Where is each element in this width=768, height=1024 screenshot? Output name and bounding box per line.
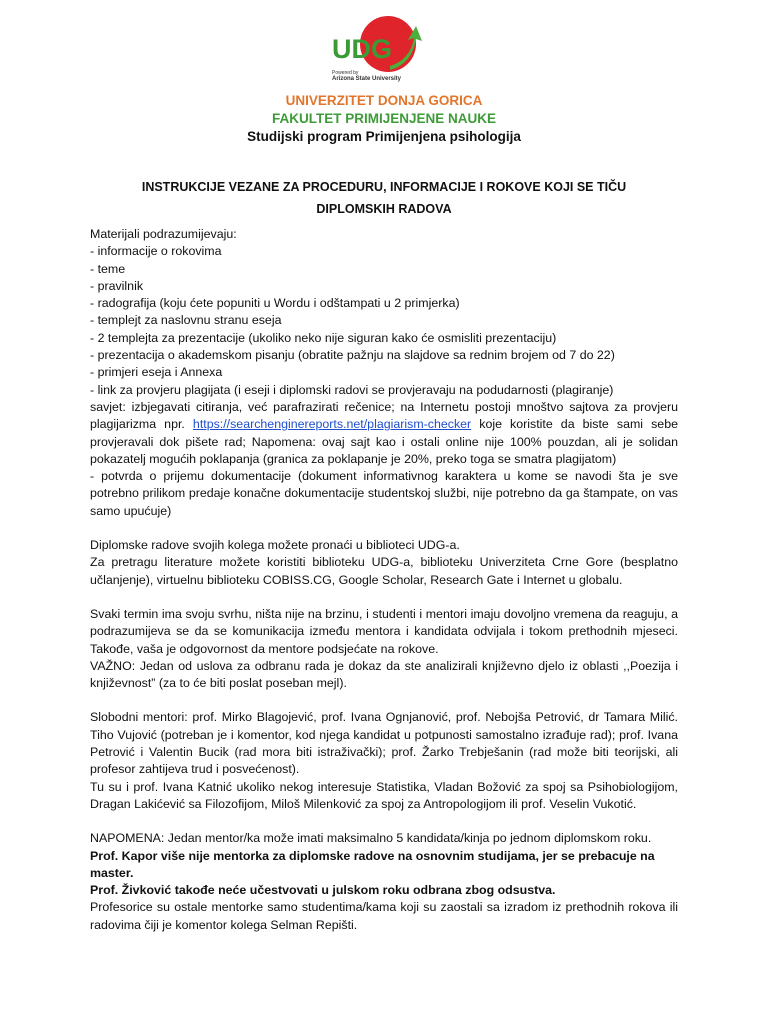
materials-item: - radografija (koju ćete popuniti u Wordu i odštampati u 2 primjerka) — [90, 296, 460, 311]
document-title: INSTRUKCIJE VEZANE ZA PROCEDURU, INFORMACIJE I ROKOVE KOJI SE TIČU DIPLOMSKIH RADOVA — [141, 180, 627, 216]
faculty-name: FAKULTET PRIMIJENJENE NAUKE — [271, 111, 497, 126]
advice-text-after: koje koristite da biste sami sebe provjeravali dok pišete rad; Napomena: ovaj sajt kao i ostali online nije 100% pouzdan, ali je solidan pokazatelj mogućih poklapanja (granica za poklapanje je 20%, preko toga se smatra plagijatom) — [90, 417, 678, 466]
logo-text: UDG — [332, 34, 392, 64]
document-header — [0, 92, 768, 146]
confirmation-item: - potvrda o prijemu dokumentacije (dokument informativnog karaktera u kome se navodi šta je sve potrebno prilikom predaje konačne dokumentacije studentskoj službi, nije potrebno da ga štampate, on vas samo upućuje) — [90, 469, 678, 518]
university-name: UNIVERZITET DONJA GORICA — [285, 93, 483, 108]
kapor-note: Prof. Kapor više nije mentorka za diplomske radove na osnovnim studijama, jer se prebacuje na master. — [90, 848, 655, 880]
materials-item: - prezentacija o akademskom pisanju (obratite pažnju na slajdove sa rednim brojem od 7 do 22) — [90, 348, 615, 363]
materials-item: - templejt za naslovnu stranu eseja — [90, 313, 282, 328]
plagiarism-advice — [90, 399, 678, 468]
materials-item: - 2 templejta za prezentacije (ukoliko neko nije siguran kako će osmisliti prezentaciju) — [90, 330, 557, 345]
materials-item: - teme — [90, 261, 126, 276]
program-name: Studijski program Primijenjena psihologija — [247, 129, 521, 144]
materials-item: - pravilnik — [90, 278, 144, 293]
zivkovic-note: Prof. Živković takođe neće učestvovati u julskom roku odbrana zbog odsustva. — [90, 883, 556, 898]
mentor-limit-note: NAPOMENA: Jedan mentor/ka može imati maksimalno 5 kandidata/kinja po jednom diplomskom roku. — [90, 831, 652, 846]
materials-item: - primjeri eseja i Annexa — [90, 365, 223, 380]
materials-item: - link za provjeru plagijata (i eseji i diplomski radovi se provjeravaju na podudarnosti (plagiranje) — [90, 382, 614, 397]
terms-paragraph: Svaki termin ima svoju svrhu, ništa nije na brzinu, i studenti i mentori imaju dovoljno vremena da reaguju, a podrazumijeva se da se komunikacija između mentora i kandidata odvijala i tokom prethodnih mjeseci. Takođe, vaša je odgovornost da mentore podsjećate na rokove. — [90, 606, 678, 656]
library-line-2: Za pretragu literature možete koristiti biblioteku UDG-a, biblioteku Univerziteta Crne Gore (besplatno učlanjenje), virtuelnu biblioteku COBISS.CG, Google Scholar, Research Gate i Internet u globalu. — [90, 555, 678, 587]
logo-partner: Arizona State University — [332, 76, 402, 82]
important-note: VAŽNO: Jedan od uslova za odbranu rada je dokaz da ste analizirali književno djelo iz oblasti ,,Poezija i književnost” (za to će biti poslat poseban mejl). — [90, 658, 678, 691]
free-mentors: Slobodni mentori: prof. Mirko Blagojević, prof. Ivana Ognjanović, prof. Nebojša Petrović, dr Tamara Milić. Tiho Vujović (potreban je i komentor, kod njega kandidat u potpunosti samostalno izrađuje rad); prof. Ivana Petrović i Valentin Bucik (rad mora biti istraživački); prof. Žarko Trebješanin (rad može biti teorijski, ali profesor zahtijeva trud i posvećenost). — [90, 710, 678, 777]
plagiarism-checker-link[interactable]: https://searchenginereports.net/plagiarism-checker — [192, 417, 472, 432]
library-line-1: Diplomske radove svojih kolega možete pronaći u biblioteci UDG-a. — [90, 538, 460, 553]
logo-subtitle — [332, 70, 428, 82]
additional-mentors: Tu su i prof. Ivana Katnić ukoliko nekog interesuje Statistika, Vladan Božović za spoj sa Psihobiologijom, Dragan Lakićević sa Filozofijom, Miloš Milenković za spoj za Antropologijom ili prof. Veselin Vukotić. — [90, 779, 678, 811]
others-note: Profesorice su ostale mentorke samo studentima/kama koji su zaostali sa izradom iz prethodnih rokova ili radovima čiji je komentor kolega Selman Repišti. — [90, 900, 678, 932]
logo-powered-by: Powered by — [332, 70, 359, 76]
document-body — [90, 226, 678, 934]
materials-item: - informacije o rokovima — [90, 244, 222, 259]
advice-text-before: savjet: izbjegavati citiranja, već parafrazirati rečenice; na Internetu postoji mnoštvo sajtova za provjeru plagijarizma npr. — [90, 399, 678, 432]
materials-intro: Materijali podrazumijevaju: — [90, 227, 237, 241]
